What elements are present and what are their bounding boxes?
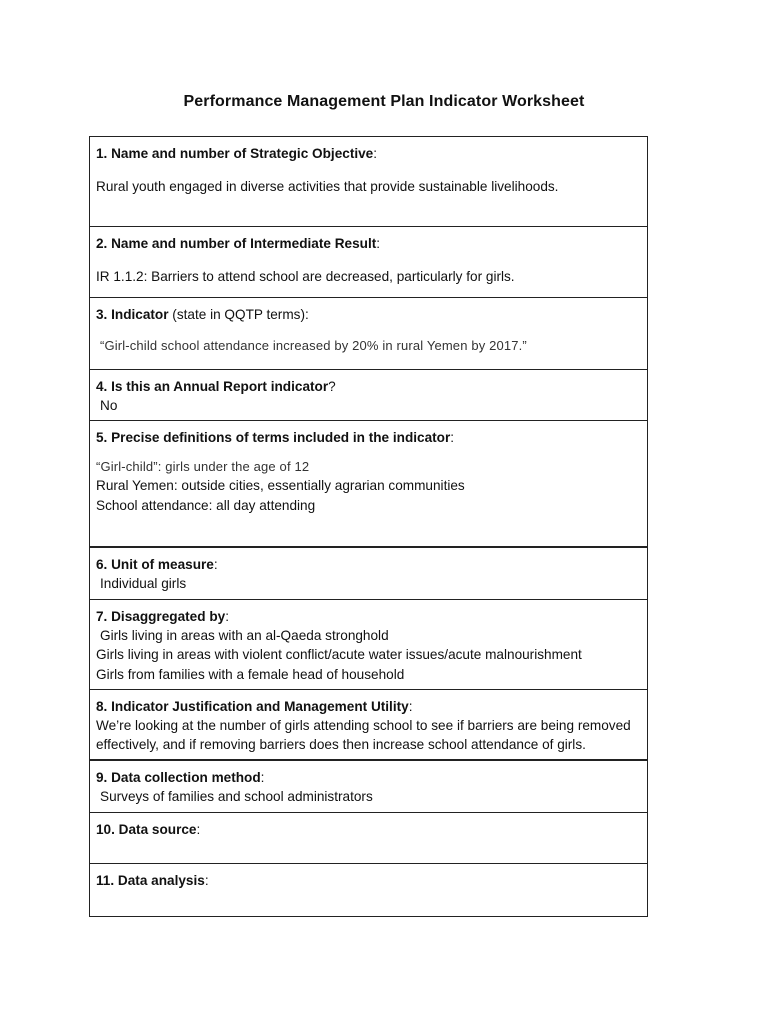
section-label-line xyxy=(96,820,640,839)
section-label: 10. Data source xyxy=(96,822,197,837)
section-label: 7. Disaggregated by xyxy=(96,609,226,624)
section-unit-of-measure xyxy=(90,548,647,600)
section-label-suffix: : xyxy=(373,146,378,161)
section-indicator xyxy=(90,298,647,370)
section-value: Rural youth engaged in diverse activities that provide sustainable livelihoods. xyxy=(96,179,559,195)
section-data-collection-method xyxy=(90,761,647,813)
section-data-source xyxy=(90,813,647,864)
section-label-suffix: : xyxy=(196,822,201,837)
section-value: “Girl-child school attendance increased by 20% in rural Yemen by 2017.” xyxy=(100,338,527,354)
section-label: 11. Data analysis xyxy=(96,873,205,888)
section-value: No xyxy=(100,398,118,414)
disaggregation-item: Girls from families with a female head of household xyxy=(96,666,405,682)
section-value: Surveys of families and school administrators xyxy=(100,789,373,805)
section-label: 4. Is this an Annual Report indicator xyxy=(96,379,329,394)
section-label: 2. Name and number of Intermediate Result xyxy=(96,236,377,251)
definition-school-attendance: School attendance: all day attending xyxy=(96,497,316,513)
page-title: Performance Management Plan Indicator Worksheet xyxy=(183,93,585,110)
section-value: IR 1.1.2: Barriers to attend school are decreased, particularly for girls. xyxy=(96,269,515,285)
section-strategic-objective xyxy=(90,137,647,227)
disaggregation-item: Girls living in areas with an al-Qaeda stronghold xyxy=(100,628,389,644)
section-label-line xyxy=(96,144,640,163)
section-label-suffix: : xyxy=(213,557,218,572)
disaggregation-item: Girls living in areas with violent conflict/acute water issues/acute malnourishment xyxy=(96,647,582,663)
section-label-suffix: : xyxy=(376,236,381,251)
section-label-line xyxy=(96,234,640,253)
section-label: 8. Indicator Justification and Management Utility xyxy=(96,699,409,714)
section-label-suffix: : xyxy=(260,770,265,785)
definition-girl-child: “Girl-child”: girls under the age of 12 xyxy=(96,459,310,475)
section-label-line xyxy=(96,377,640,396)
section-justification-utility xyxy=(90,690,647,761)
section-label: 6. Unit of measure xyxy=(96,557,214,572)
section-label-suffix: : xyxy=(204,873,209,888)
section-label: 5. Precise definitions of terms included in the indicator xyxy=(96,430,451,445)
justification-line: We’re looking at the number of girls attending school to see if barriers are being removed xyxy=(96,718,631,734)
section-label-line xyxy=(96,428,640,447)
section-label: 3. Indicator xyxy=(96,307,169,322)
section-label-suffix: ? xyxy=(328,379,336,394)
section-label: 1. Name and number of Strategic Objective xyxy=(96,146,374,161)
section-annual-report-indicator xyxy=(90,370,647,421)
section-value: Individual girls xyxy=(100,576,187,592)
section-label-suffix: : xyxy=(450,430,455,445)
section-label: 9. Data collection method xyxy=(96,770,261,785)
section-disaggregated-by xyxy=(90,600,647,690)
section-label-line xyxy=(96,555,640,574)
justification-line: effectively, and if removing barriers does then increase school attendance of girls. xyxy=(96,737,586,753)
section-label-suffix: : xyxy=(408,699,413,714)
section-label-line xyxy=(96,697,640,716)
section-label-line xyxy=(96,305,640,324)
section-label-line xyxy=(96,607,640,626)
section-data-analysis xyxy=(90,864,647,916)
indicator-worksheet-table xyxy=(89,136,648,917)
section-precise-definitions xyxy=(90,421,647,548)
definition-rural-yemen: Rural Yemen: outside cities, essentially agrarian communities xyxy=(96,478,465,494)
section-label-suffix: (state in QQTP terms): xyxy=(168,307,309,322)
section-label-suffix: : xyxy=(225,609,229,624)
section-intermediate-result xyxy=(90,227,647,298)
section-label-line xyxy=(96,768,640,787)
section-label-line xyxy=(96,871,640,890)
